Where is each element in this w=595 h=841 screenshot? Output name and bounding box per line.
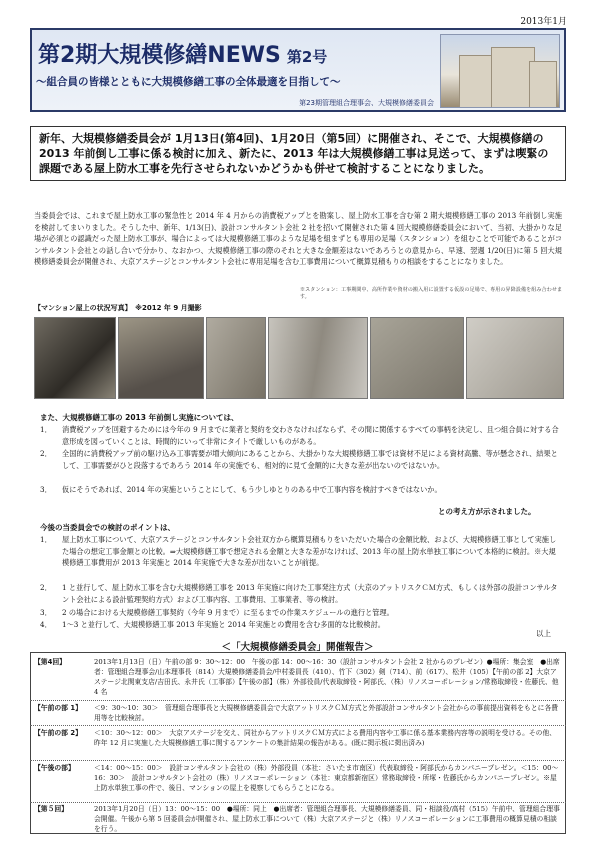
- section2-title: 今後の当委員会での検討のポイントは、: [40, 523, 175, 532]
- report-title: ＜「大規模修繕委員会」開催報告＞: [221, 642, 374, 653]
- roof-photo-5: [370, 317, 464, 399]
- roof-photo-1: [34, 317, 116, 399]
- issue-date: 2013年1月: [520, 17, 567, 27]
- section1-item: 3． 仮にそうであれば、2014 年の実施ということにして、もう少しゆとりのある中で工事内容を検討すべきではないか。: [40, 485, 442, 494]
- issue-number: 第2号: [286, 48, 328, 66]
- section2-item: 3． 2 の場合における大規模修繕工事契約（今年 9 月まで）に至るまでの作業スケジュールの進行と管理。: [40, 608, 394, 617]
- section2-item: 4． 1～3 と並行して、大規模修繕工事 2013 年実施と 2014 年実施との費用を含む多面的な比較検討。: [40, 620, 385, 629]
- section1-title: また、大規模修繕工事の 2013 年前倒し実施については、: [40, 413, 239, 422]
- section1-item: 1． 消費税アップを回避するためには今年の 9 月までに業者と契約を交わさなければならず、その間に関係するすべての事柄を決定し、且つ組合員に対する合意形成を図っていくことは、時間的にいって非常にタイトで厳しいものがある。: [40, 425, 559, 446]
- newsletter-title: 第2期大規模修繕NEWS 第2号: [38, 43, 328, 68]
- roof-photo-6: [466, 317, 564, 399]
- building-photo: [440, 34, 560, 108]
- roof-photo-3: [206, 317, 266, 399]
- section2-closing: 以上: [536, 629, 551, 638]
- roof-photo-4: [268, 317, 368, 399]
- photos-caption: 【マンション屋上の状況写真】 ※2012 年 9 月撮影: [34, 304, 202, 312]
- section1-closing: との考え方が示されました。: [438, 507, 536, 516]
- roof-photo-2: [118, 317, 204, 399]
- report-row: 【午後の部】 ＜14：00～15：00＞ 設計コンサルタント会社の（株）外部役員（本社：さいたま市南区）代表取締役・阿部氏からカンパニープレゼン。＜15：00～16：30＞ 設計コンサルタント会社の（株）リノスコーポレーション（本社：東京都新宿区）常務取締役・所塚・佐藤氏からカンパニープレゼン。※屋上防水単独工事の件で、後日、マンションの屋上を視察してもらうことになる。: [34, 764, 559, 792]
- report-row: 【午前の部 1】 ＜9：30～10：30＞ 管理組合理事長と大規模修繕委員会で大京アットリスクＣＭ方式と外部設計コンサルタント会社からの事前提出資料をもとに各費用等を比較検討。: [34, 704, 559, 722]
- section1-item: 2． 全国的に消費税アップ前の駆け込み工事需要が増大傾向にあることから、大掛かりな大規模修繕工事では資材不足による資材高騰、等が懸念され、結果として、工事需要がひと段落するであろう 2014 年の実施でも、相対的に見て金額的に大きな差が出ないのではないか。: [40, 449, 558, 470]
- headline: 新年、大規模修繕委員会が 1月13日(第4回)、1月20日（第5回）に開催され、そこで、大規模修繕の 2013 年前倒し工事に係る検討に加え、新たに、2013 年は大規模修繕工事は見送って、まずは喫緊の課題である屋上防水工事を先行させられないかどうかも併せて検討することになりました。: [30, 126, 566, 181]
- report-row: 【午前の部 2】 ＜10：30～12：00＞ 大京アステージを交え、同社からアットリスクＣＭ方式による費用内容や工事に係る基本業務内容等の説明を受ける。その他、昨年 12 月に実施した大規模修繕工事に関するアンケートの集計結果の報告がある。(既に掲示板に掲出済み): [34, 729, 557, 747]
- report-row: 【第4回】 2013年1月13日（日）午前の部 9：30～12：00 午後の部 14：00～16：30（設計コンサルタント会社 2 社からのプレゼン）●場所：集会室 ●出席者：管理組合理事会/山本理事長（814）大規模修繕委員会/中村委員長（410）、竹下（302）剣（714）、前（617）、松井（105）【午前の部 2】大京アステージ北関東支店/吉田氏、永井氏（工事部）【午後の部】（株）外部役員/代表取締役・阿部氏、（株）リノスコーポレーション/常務取締役・佐藤氏、他 4 名: [34, 658, 560, 696]
- publisher: 第23期管理組合理事会、大規模修繕委員会: [299, 99, 434, 107]
- report-row: 【第５回】 2013年1月20日（日）13：00～15：00 ●場所：同上 ●出席者：管理組合理事長、大規模修繕委員、同・相談役/高村（515）午前中、管理組合理事会開催。午後から第 5 回委員会が開催され、屋上防水工事について（株）大京アステージと（株）リノスコーポレーションに工事費用の概算見積の相談を行う。: [34, 805, 560, 833]
- newsletter-subtitle: ～組合員の皆様とともに大規模修繕工事の全体最適を目指して～: [36, 76, 341, 88]
- stanchion-note: ※スタンション：工事期間中、高所作業や資材の搬入用に設置する仮設の足場で、専用の昇降設備を組み合わせます。: [300, 287, 562, 300]
- section2-item: 1． 屋上防水工事について、大京アステージとコンサルタント会社双方から概算見積もりをいただいた場合の金額比較、および、大規模修繕工事として実施した場合の想定工事金額との比較。⇒大規模修繕工事で想定される金額と大きな差がなければ、2013 年の屋上防水単独工事について本格的に検討。※大規模修繕工事費用が 2013 年実施と 2014 年実施で大きな差が出ないことが前提。: [40, 535, 557, 567]
- section2-item: 2． 1 と並行して、屋上防水工事を含む大規模修繕工事を 2013 年実施に向けた工事発注方式（大京のアットリスクＣＭ方式、もしくは外部の設計コンサルタント会社による設計監理契約方式）および工事内容、工事費用、工事業者、等の検討。: [40, 583, 558, 604]
- intro-paragraph: 当委員会では、これまで屋上防水工事の緊急性と 2014 年 4 月からの消費税アップとを勘案し、屋上防水工事を含む第 2 期大規模修繕工事の 2013 年前倒し実施を検討してまいりました。そうした中、新年、1/13(日)、設計コンサルタント会社 2 社を招いて開催された第 4 回大規模修繕委員会において、当初、大掛かりな足場が必須との認識だった屋上防水工事が、場合によっては大規模修繕工事のような足場を組まずとも専用の足場（スタンション）を組むことで可能であることがコンサルタント会社との話し合いで分かり、なおかつ、大規模修繕工事の際のそれと大きな金額差はないであろうとの意見から、早速、翌週 1/20(日)に第 5 回大規模修繕委員会が開催され、大京アステージとコンサルタント会社に専用足場を含む工事費用について概算見積もりの相談をすることになりました。: [34, 211, 562, 266]
- masthead: [30, 28, 566, 112]
